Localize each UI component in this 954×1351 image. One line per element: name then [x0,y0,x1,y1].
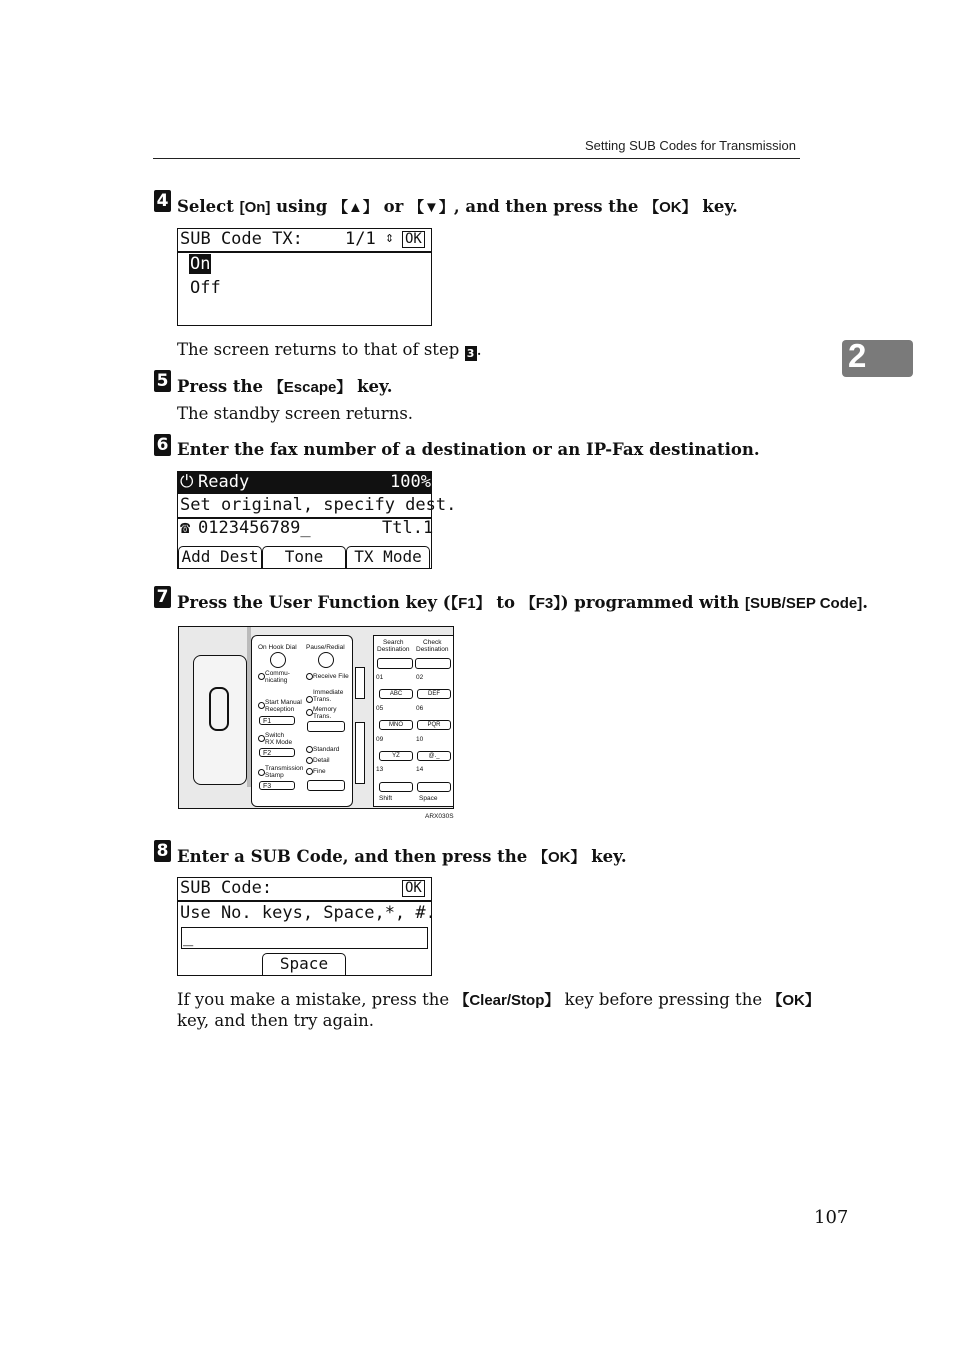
step-5-result: The standby screen returns. [177,404,414,423]
key-on: [On] [239,199,271,216]
shift-key-button[interactable] [379,782,413,792]
lcd-page: 1/1 [345,229,376,249]
page-number: 107 [814,1207,849,1228]
control-panel-illustration [178,626,454,809]
status-ready: Ready [198,472,250,492]
label-check-destination: Check Destination [416,639,449,653]
step-5-instruction: Press the 【Escape】 key. [177,377,393,396]
total-count: Ttl.1 [382,518,434,538]
start-manual-lamp [258,702,265,709]
chapter-tab [842,337,913,377]
abc-key[interactable]: ABC [379,689,413,699]
label-switch-rx-mode: Switch RX Mode [265,732,293,746]
label-transmission-stamp: Transmission Stamp [265,765,304,779]
label-shift: Shift [379,795,393,802]
quick-dial-01[interactable]: 01 [376,674,384,681]
mno-key[interactable]: MNO [379,720,413,730]
label-immediate-trans: Immediate Trans. [313,689,344,703]
switch-rx-lamp [258,735,265,742]
label-receive-file: Receive File [313,673,349,680]
standard-lamp [306,746,313,753]
memory-lamp [306,709,313,716]
label-communicating: Commu- nicating [265,670,290,684]
softkey-tx-mode[interactable]: TX Mode [346,546,430,568]
pqr-key[interactable]: PQR [417,720,451,730]
ok-indicator: OK [402,880,425,897]
yz-key[interactable]: YZ [379,751,413,761]
softkey-tone[interactable]: Tone [262,546,346,568]
resolution-button[interactable] [307,780,345,791]
step-ref-badge: 3 [465,346,477,361]
quick-dial-10[interactable]: 10 [416,736,424,743]
softkey-space[interactable]: Space [262,953,346,975]
label-memory-trans: Memory Trans. [313,706,337,720]
immediate-lamp [306,696,313,703]
search-destination-button[interactable] [377,658,413,669]
key-escape: 【Escape】 [268,379,352,396]
up-down-arrow-icon: ⇕ [385,228,395,246]
memory-percent: 100% [390,472,431,492]
f2-button[interactable]: F2 [259,748,295,757]
step-8-note-line1: If you make a mistake, press the 【Clear/Stop】 key before pressing the 【OK】 [177,990,820,1009]
quick-dial-14[interactable]: 14 [416,766,424,773]
step-4-result: The screen returns to that of step 3 . [177,340,482,360]
tx-mode-button[interactable] [307,721,345,732]
label-fine: Fine [313,768,326,775]
lcd-title: SUB Code: [180,878,273,898]
status-bar [178,472,431,494]
key-ok: 【OK】 [644,199,697,216]
step-number: 6 [154,434,171,456]
step-number: 8 [154,840,171,862]
block-divider [355,667,365,699]
phone-icon: ☎ [180,518,191,538]
block-divider [355,722,365,784]
step-4-instruction: Select [On] using 【▲】 or 【▼】, and then press the 【OK】 key. [177,197,738,216]
space-key-button[interactable] [417,782,451,792]
check-destination-button[interactable] [415,658,451,669]
quick-dial-05[interactable]: 05 [376,705,384,712]
figure-code: ARX030S [425,813,454,820]
lcd-rule [178,900,431,902]
fine-lamp [306,768,313,775]
f3-button[interactable]: F3 [259,781,295,790]
paper-clip-icon [209,687,229,731]
key-ok: 【OK】 [532,849,586,866]
lcd-sub-code-tx [177,228,432,326]
key-f3: 【F3】 [520,595,561,612]
lcd-sub-code [177,877,436,976]
option-on-selected[interactable]: On [190,254,211,274]
lcd-standby [177,471,457,569]
input-cursor: _ [183,927,194,947]
key-up: 【▲】 [333,199,378,216]
step-6-instruction: Enter the fax number of a destination or an IP-Fax destination. [177,440,760,459]
option-off[interactable]: Off [190,278,221,298]
key-down: 【▼】 [409,199,454,216]
step-8-note-line2: key, and then try again. [177,1011,375,1030]
lcd-title: SUB Code TX: [180,229,303,249]
ok-indicator: OK [402,231,425,248]
detail-lamp [306,757,313,764]
label-space: Space [419,795,438,802]
key-clear-stop: 【Clear/Stop】 [454,992,560,1009]
label-search-destination: Search Destination [377,639,410,653]
step-number: 5 [154,370,171,392]
softkey-add-dest[interactable]: Add Dest [178,546,262,568]
lcd-rule [178,251,431,253]
key-sub-sep-code: [SUB/SEP Code] [744,595,863,612]
label-detail: Detail [313,757,330,764]
key-f1: 【F1】 [450,595,491,612]
label-start-manual-reception: Start Manual Reception [265,699,302,713]
f1-button[interactable]: F1 [259,716,295,725]
key-ok: 【OK】 [767,992,820,1009]
ready-icon: ⏻ [180,472,194,492]
lcd-hint: Use No. keys, Space,*, #. [180,903,436,923]
def-key[interactable]: DEF [417,689,451,699]
lcd-message: Set original, specify dest. [180,495,457,515]
label-pause-redial: Pause/Redial [306,644,345,651]
pause-redial-button[interactable] [318,652,334,668]
receive-file-lamp [306,673,313,680]
step-number: 4 [154,190,171,212]
at-key[interactable]: @._ [417,751,451,761]
step-number: 7 [154,586,171,608]
transmission-stamp-lamp [258,769,265,776]
sub-code-input[interactable] [181,927,428,949]
quick-dial-06[interactable]: 06 [416,705,424,712]
quick-dial-09[interactable]: 09 [376,736,384,743]
chapter-number: 2 [848,337,867,374]
label-standard: Standard [313,746,340,753]
on-hook-dial-button[interactable] [270,652,286,668]
communicating-lamp [258,673,265,680]
quick-dial-02[interactable]: 02 [416,674,424,681]
step-7-instruction: Press the User Function key (【F1】 to 【F3】) programmed with [SUB/SEP Code]. [177,593,868,612]
step-8-instruction: Enter a SUB Code, and then press the 【OK】 key. [177,847,627,866]
header-rule [153,158,800,159]
fax-number: 0123456789_ [198,518,311,538]
running-header: Setting SUB Codes for Transmission [585,138,796,153]
label-on-hook-dial: On Hook Dial [258,644,297,651]
quick-dial-13[interactable]: 13 [376,766,384,773]
